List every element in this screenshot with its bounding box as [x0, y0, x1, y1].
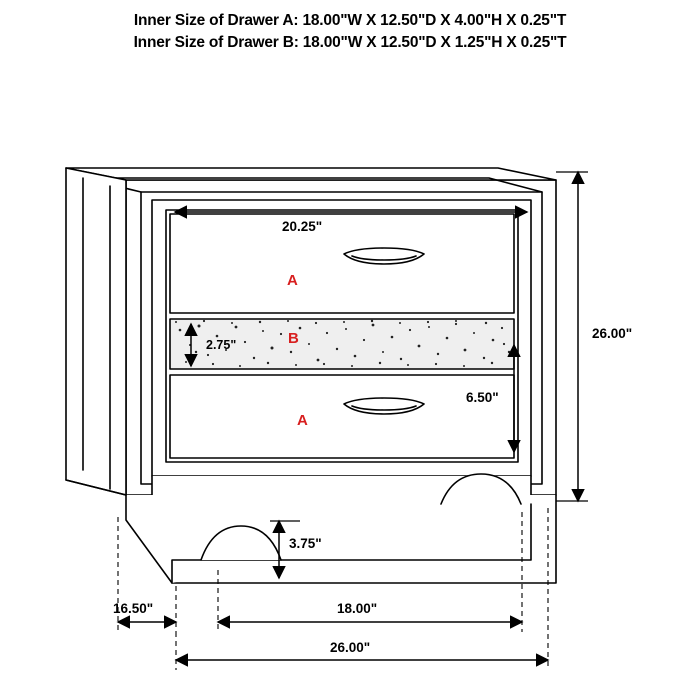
header-line-2: Inner Size of Drawer B: 18.00"W X 12.50"D X 1.25"H X 0.25"T — [133, 34, 567, 51]
label-base-width: 18.00" — [337, 601, 378, 616]
label-leg-height: 3.75" — [289, 536, 322, 551]
label-band-height: 2.75" — [206, 338, 237, 352]
label-total-height: 26.00" — [592, 326, 633, 341]
drawer-a-top — [170, 214, 514, 313]
label-top-width: 20.25" — [282, 219, 323, 234]
label-drawer-b: B — [288, 330, 299, 347]
label-lower-drawer-height: 6.50" — [466, 390, 499, 405]
header-line-1: Inner Size of Drawer A: 18.00"W X 12.50"D X 4.00"H X 0.25"T — [133, 12, 567, 29]
label-total-width: 26.00" — [330, 640, 371, 655]
label-depth: 16.50" — [113, 601, 154, 616]
label-drawer-a-top: A — [287, 272, 298, 289]
label-drawer-a-bottom: A — [297, 412, 308, 429]
cabinet-left-side — [66, 168, 126, 495]
drawer-a-bottom — [170, 375, 514, 458]
